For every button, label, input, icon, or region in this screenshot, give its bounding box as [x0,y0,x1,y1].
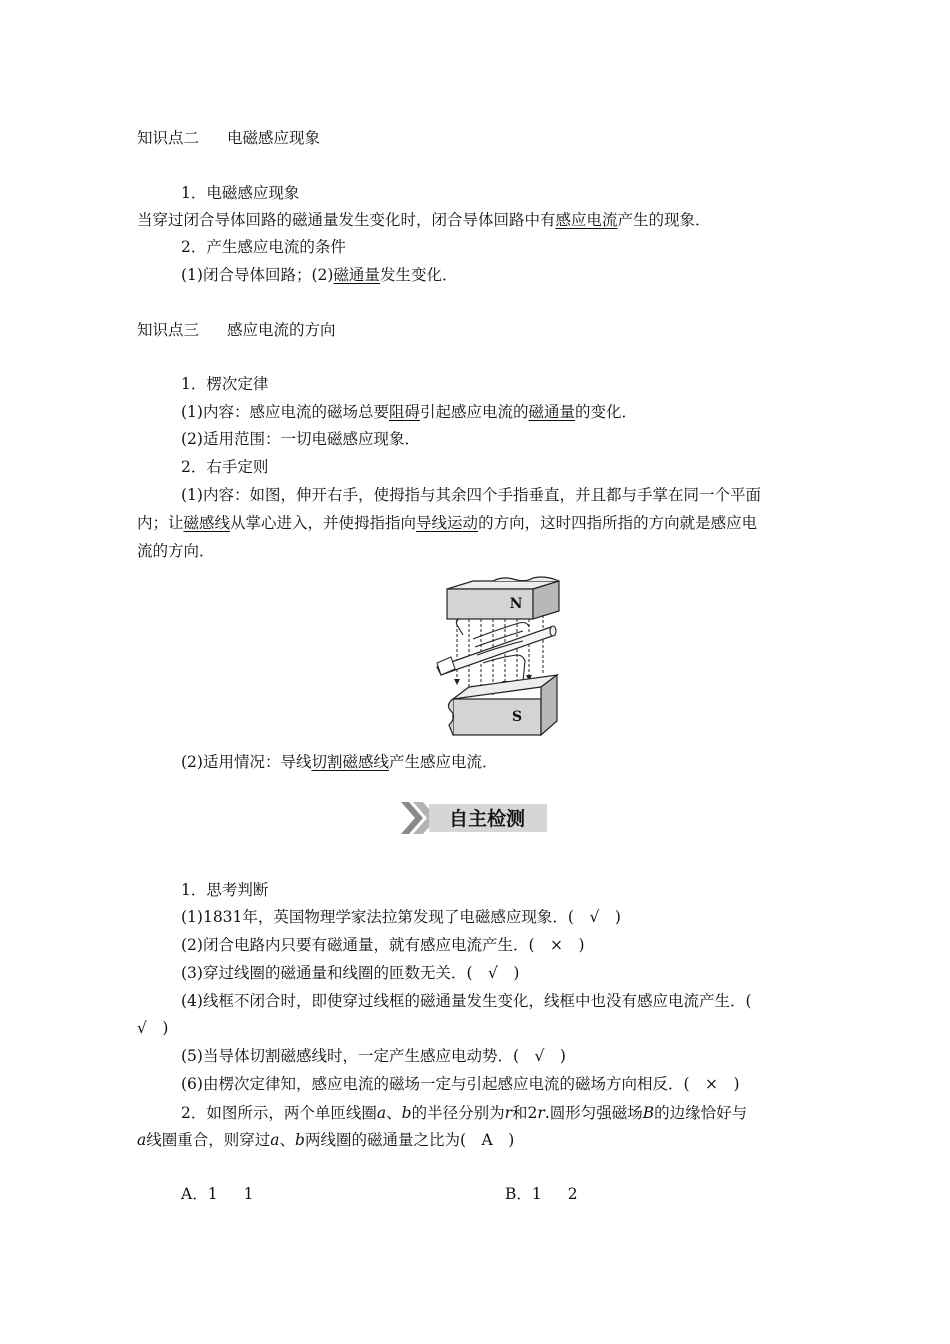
south-pole-block [448,675,557,735]
kp3-heading-1: 1．楞次定律 [181,375,269,393]
variable: r [504,1104,513,1122]
text: .圆形匀强磁场 [544,1104,643,1122]
right-hand-rule-figure [433,575,563,745]
text: 发生变化． [379,266,458,284]
south-label: S [511,709,523,725]
variable: B [642,1104,655,1122]
judgment-item-2: (2)闭合电路内只要有磁通量，就有感应电流产生．( × ) [181,936,585,954]
text: 从掌心进入，并使拇指指向 [230,514,417,532]
kp3-right-hand-line-2 [137,513,757,533]
text: A．1 [181,1185,218,1203]
selftest-heading-1: 1．思考判断 [181,881,269,899]
text: 2．如图所示，两个单匝线圈 [181,1104,377,1122]
variable: b [295,1131,305,1149]
judgment-item-5: (5)当导体切割磁感线时，一定产生感应电动势．( √ ) [181,1047,566,1065]
kp2-paragraph-1 [137,210,711,230]
kp3-lenz-content [181,402,637,422]
conductor-rod [437,626,556,675]
text: 的边缘恰好与 [654,1104,748,1122]
variable: b [401,1104,412,1122]
answer-blank: 磁通量 [333,266,380,284]
variable: a [376,1104,387,1122]
text: 2 [567,1185,578,1203]
judgment-item-1: (1)1831年，英国物理学家法拉第发现了电磁感应现象．( √ ) [181,908,621,926]
variable: r [537,1104,545,1122]
question-2-line-2 [137,1130,514,1150]
judgment-item-3: (3)穿过线圈的磁通量和线圈的匝数无关．( √ ) [181,964,520,982]
section-heading-kp3 [137,320,336,340]
section-number: 知识点三 [137,321,200,339]
kp3-lenz-scope: (2)适用范围：一切电磁感应现象． [181,430,420,448]
text: 内；让 [137,514,184,532]
answer-blank: 导线运动 [416,514,479,532]
text: 1 [243,1185,254,1203]
text: 的方向，这时四指所指的方向就是感应电 [478,514,758,532]
text: 引起感应电流的 [419,403,529,421]
kp2-heading-1: 1．电磁感应现象 [181,184,300,202]
section-title: 感应电流的方向 [227,321,336,339]
section-heading-kp2 [137,128,320,148]
text: 、 [386,1104,402,1122]
text: 和2 [512,1104,538,1122]
variable: a [270,1131,280,1149]
text: 两线圈的磁通量之比为( A ) [304,1131,515,1149]
text: 当穿过闭合导体回路的磁通量发生变化时，闭合导体回路中有 [137,211,556,229]
text: 线圈重合，则穿过 [146,1131,271,1149]
judgment-item-4-continued: √ ) [137,1019,169,1037]
answer-blank: 切割 [311,753,343,771]
text: 的半径分别为 [411,1104,505,1122]
answer-blank: 磁通量 [528,403,576,421]
question-2-line-1 [181,1103,747,1123]
text: (1)闭合导体回路；(2) [181,266,334,284]
section-number: 知识点二 [137,129,200,147]
option-a [181,1184,253,1204]
self-test-banner [401,802,551,834]
answer-blank: 感应电流 [555,211,618,229]
answer-blank: 阻碍 [388,403,420,421]
judgment-item-6: (6)由楞次定律知，感应电流的磁场一定与引起感应电流的磁场方向相反．( × ) [181,1075,740,1093]
north-pole-block [447,577,559,619]
option-b [505,1184,578,1204]
kp2-heading-2: 2．产生感应电流的条件 [181,238,346,256]
text: 产生的现象． [617,211,711,229]
text: 产生感应电流． [389,753,498,771]
text: (2)适用情况：导线 [181,753,312,771]
variable: a [137,1131,147,1149]
text: 、 [279,1131,296,1149]
text: 的变化． [575,403,638,421]
text: (1)内容：感应电流的磁场总要 [181,403,389,421]
banner-title: 自主检测 [448,808,526,830]
text: B．1 [505,1185,542,1203]
answer-blank: 磁感线 [342,753,389,771]
kp2-paragraph-2 [181,265,457,285]
judgment-item-4: (4)线框不闭合时，即使穿过线框的磁通量发生变化，线框中也没有感应电流产生．( [181,992,752,1010]
kp3-right-hand-line-1: (1)内容：如图，伸开右手，使拇指与其余四个手指垂直，并且都与手掌在同一个平面 [181,486,761,504]
kp3-right-hand-scope [181,752,498,772]
kp3-heading-2: 2．右手定则 [181,458,269,476]
answer-blank: 磁感线 [183,514,231,532]
north-label: N [509,596,523,612]
kp3-right-hand-line-3: 流的方向． [137,542,215,560]
section-title: 电磁感应现象 [227,129,321,147]
